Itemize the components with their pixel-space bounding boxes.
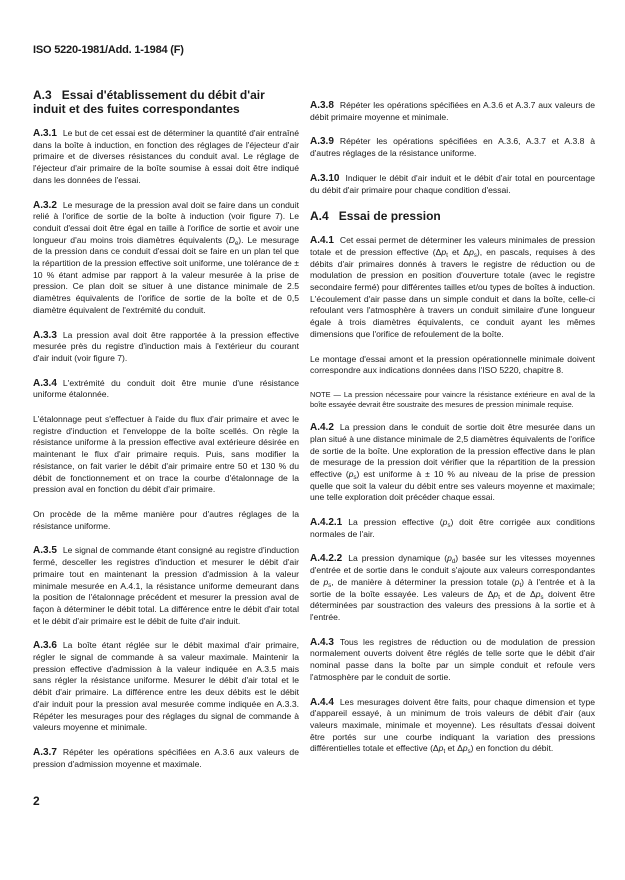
symbol-text: p — [442, 517, 448, 528]
clause-number: A.3.7 — [33, 746, 57, 758]
subscript-text: s — [467, 749, 471, 756]
symbol-text: D — [228, 234, 235, 245]
paragraph-text: et Δ — [445, 743, 463, 754]
paragraph-text: Répéter les opérations spécifiées en A.3.6, A.3.7 et A.3.8 à d'autres réglages de la résistance uniforme. — [310, 136, 595, 159]
paragraph-text: Répéter les opérations spécifiées en A.3.6 et A.3.7 aux valeurs de débit primaire moyenne et minimale. — [310, 100, 595, 122]
clause-paragraph — [310, 517, 595, 540]
clause-paragraph — [310, 354, 595, 377]
subscript-text: t — [519, 582, 522, 589]
paragraph-text: L'étalonnage peut s'effectuer à l'aide du flux d'air primaire et avec le registre d'induction et l'enveloppe de la boîte scellés. On règle la résistance uniforme à la pression effective aval extérieure désirée en maintenant le flux d'air primaire requis. Puis, sans modifier la résistance, on fait varier le débit d'air primaire entre 50 et 130 % du débit de fonctionnement et on trace la courbe d'étalonnage de la pression aval en fonction du débit d'air primaire. — [33, 414, 299, 495]
subscript-text: s — [447, 523, 451, 530]
clause-paragraph — [33, 509, 299, 532]
paragraph-text: L'extrémité du conduit doit être munie d'une résistance uniforme étalonnée. — [33, 377, 299, 400]
paragraph-text: Le mesurage de la pression aval doit se faire dans un conduit relié à l'orifice de sortie de la boîte à induction (voir figure 7). Le conduit d'essai doit être égal en taille à l'orifice de sortie et avoir une longueur d'au moins trois diamètres équivalents ( — [33, 199, 299, 245]
paragraph-text: ), en pascals, requises à des débits d'air primaires donnés à travers le registre de réduction ou de modulation de pression en position d'ouverture totale (avec le registre secondaire fermé) pour différentes tailles et/ou types de boîtes à induction. L'écoulement d'air passe dans un simple conduit et dans la boîte, celle-ci refoulant vers l'atmosphère à travers un conduit similaire d'une longueur égale à trois diamètres équivalents, ce conduit ayant les mêmes dimensions que l'orifice de refoulement de la boîte. — [310, 246, 596, 339]
subscript-text: t — [446, 252, 448, 259]
clause-number: A.3.10 — [310, 172, 340, 184]
subscript-text: t — [498, 594, 500, 601]
clause-number: A.3.4 — [33, 377, 57, 389]
subscript-text: s — [328, 582, 332, 589]
clause-paragraph — [33, 200, 299, 317]
symbol-text: p — [348, 468, 354, 479]
symbol-text: p — [535, 588, 541, 599]
clause-paragraph — [33, 640, 299, 734]
subscript-text: s — [473, 252, 477, 259]
clause-number: A.3.9 — [310, 136, 334, 148]
paragraph-text: et Δ — [447, 246, 470, 257]
clause-number: A.3.6 — [33, 640, 57, 652]
clause-number: A.3.1 — [33, 128, 57, 139]
subscript-text: s — [540, 594, 544, 601]
section-number: A.4 — [310, 209, 329, 224]
clause-number: A.4.2.2 — [310, 553, 343, 565]
paragraph-text: Tous les registres de réduction ou de modulation de pression normalement ouverts doivent être réglés de telle sorte que le débit d'air nominal passe dans la boîte par un simple conduit et refoule vers l'atmosphère par le conduit de sortie. — [310, 636, 595, 682]
paragraph-text: doivent être déterminées par soustraction des valeurs des pressions à la sortie et à l'entrée. — [310, 588, 595, 622]
paragraph-text: On procède de la même manière pour d'autres réglages de la résistance uniforme. — [33, 508, 299, 531]
page-number: 2 — [33, 794, 40, 809]
symbol-text: p — [323, 576, 329, 587]
symbol-text: p — [462, 743, 468, 754]
paragraph-text: ) basée sur les vitesses moyennes d'entrée et de sortie dans le conduit s'ajoute aux valeurs correspondantes de — [310, 553, 596, 587]
paragraph-text: , de manière à déterminer la pression totale ( — [331, 576, 515, 587]
symbol-text: p — [447, 553, 452, 564]
section-heading — [310, 209, 595, 223]
paragraph-text: NOTE — La pression nécessaire pour vaincre la résistance extérieure en aval de la boîte essayée devrait être soustraite des mesures de pression minimale requise. — [310, 389, 595, 409]
clause-paragraph — [310, 553, 595, 623]
subscript-text: e — [234, 240, 239, 247]
paragraph-text: La pression aval doit être rapportée à la pression effective mesurée près du registre d'induction mais à l'extérieur du courant d'air induit (voir figure 7). — [33, 329, 299, 363]
subscript-text: t — [443, 749, 446, 756]
clause-paragraph — [33, 747, 299, 770]
clause-paragraph — [310, 173, 595, 196]
section-heading — [33, 88, 299, 116]
paragraph-text: Le montage d'essai amont et la pression opérationnelle minimale doivent correspondre aux indications données dans l'ISO 5220, chapitre 8. — [310, 353, 595, 376]
clause-paragraph — [33, 128, 299, 187]
subscript-text: s — [353, 474, 357, 481]
paragraph-text: Le signal de commande étant consigné au registre d'induction fermé, desceller les registres d'induction et mesurer le débit d'air primaire tout en maintenant la pression d'admission à la valeur minimale mesurée en A.4.1, la résistance uniforme demeurant dans la position de l'étalonnage précédent et mesurer la pression aval de façon à déterminer le débit total. La différence entre le débit d'air total et le débit d'air primaire est le débit de fuite d'air induit. — [33, 545, 299, 626]
clause-number: A.4.2.1 — [310, 517, 343, 529]
paragraph-text: La pression effective ( — [348, 517, 443, 528]
paragraph-text: Indiquer le débit d'air induit et le débit d'air total en pourcentage du débit d'air primaire pour chaque condition d'essai. — [310, 172, 595, 195]
paragraph-text: ) en fonction du débit. — [470, 743, 554, 754]
document-header: ISO 5220-1981/Add. 1-1984 (F) — [33, 44, 184, 56]
clause-number: A.4.4 — [310, 696, 334, 708]
left-column — [33, 88, 299, 808]
clause-paragraph — [310, 637, 595, 684]
paragraph-text: Répéter les opérations spécifiées en A.3.6 aux valeurs de pression d'admission moyenne et maximale. — [33, 746, 299, 769]
clause-number: A.4.1 — [310, 235, 334, 247]
paragraph-text: Les mesurages doivent être faits, pour chaque dimension et type d'appareil essayé, à un minimum de trois valeurs de débit d'air (aux valeurs maximale, minimale et moyenne). Les résultats d'essai doivent être portés sur une courbe indiquant la variation des pressions différentielles totale et effective (Δ — [310, 696, 595, 754]
symbol-text: p — [469, 246, 474, 257]
clause-number: A.3.3 — [33, 329, 57, 341]
paragraph-text: La boîte étant réglée sur le débit maximal d'air primaire, régler le signal de commande à sa valeur maximale. Maintenir la pression effective d'admission à la valeur indiquée en A.3.5 mais sans régler la résistance uniforme. Mesurer le débit d'air total et le débit d'air primaire. La différence entre les deux débits est le débit d'air induit pour la pression aval mesurée comme indiquée en A.3.3. Répéter les mesurages pour des réglages du signal de commande à valeurs moyenne et minimale. — [33, 640, 299, 733]
clause-paragraph — [310, 697, 595, 756]
clause-paragraph — [310, 100, 595, 123]
clause-number: A.3.5 — [33, 545, 57, 557]
clause-paragraph — [33, 330, 299, 365]
paragraph-text: ) doit être corrigée aux conditions normales de l'air. — [310, 517, 595, 539]
paragraph-text: Cet essai permet de déterminer les valeurs minimales de pression totale et de pression effective (Δ — [310, 235, 595, 257]
paragraph-text: Le but de cet essai est de déterminer la quantité d'air entraîné dans la boîte à induction, en fonction des réglages de l'éjecteur d'air primaire et de diverses résistances du conduit aval. Le réglage de l'éjecteur d'air primaire de la boîte soumise à essai doit être indiqué dans les données de l'essai. — [33, 128, 299, 185]
symbol-text: p — [514, 576, 520, 587]
clause-number: A.4.3 — [310, 636, 334, 648]
clause-number: A.3.2 — [33, 199, 57, 211]
paragraph-text: La pression dans le conduit de sortie doit être mesurée dans un plan situé à une distance minimale de 2,5 diamètres équivalents de l'orifice de sortie de la boîte. Une exploration de la pression effective dans le plan de mesurage de la pression doit vérifier que la répartition de la pression effective ( — [310, 422, 595, 479]
clause-paragraph — [33, 414, 299, 496]
section-title: Essai de pression — [338, 209, 441, 224]
paragraph-text: ) à l'entrée et à la sortie de la boîte essayée. Les valeurs de Δ — [310, 576, 595, 599]
symbol-text: p — [441, 246, 447, 257]
symbol-text: p — [438, 743, 444, 754]
clause-paragraph — [310, 422, 595, 504]
symbol-text: p — [493, 588, 499, 599]
clause-paragraph — [310, 235, 595, 340]
note-paragraph — [310, 390, 595, 409]
paragraph-text: ) est uniforme à ± 10 % au niveau de la prise de pression quelle que soit la valeur du débit entre ses valeurs moyenne et maximale; une telle exploration doit précéder chaque essai. — [310, 468, 595, 503]
paragraph-text: ). Le mesurage de la pression dans ce conduit d'essai doit se faire en un plan tel que la répartition de la pression effective soit uniforme, une tolérance de ± 10 % étant admise par rapport à la valeur mesurée à la prise de pression. Ce plan doit se situer à une distance minimale de 2.5 diamètres équivalents de l'orifice de sortie de la boîte et de 0,5 diamètre équivalent de l'extrémité du conduit. — [33, 234, 299, 315]
subscript-text: d — [451, 559, 456, 566]
clause-paragraph — [33, 378, 299, 401]
clause-number: A.4.2 — [310, 422, 334, 434]
paragraph-text: La pression dynamique ( — [348, 553, 448, 564]
right-column — [310, 100, 595, 768]
clause-paragraph — [33, 545, 299, 627]
section-title: Essai d'établissement du débit d'air induit et des fuites correspondantes — [33, 88, 265, 116]
clause-paragraph — [310, 136, 595, 159]
paragraph-text: et de Δ — [499, 588, 536, 599]
clause-number: A.3.8 — [310, 100, 334, 111]
section-number: A.3 — [33, 88, 52, 102]
